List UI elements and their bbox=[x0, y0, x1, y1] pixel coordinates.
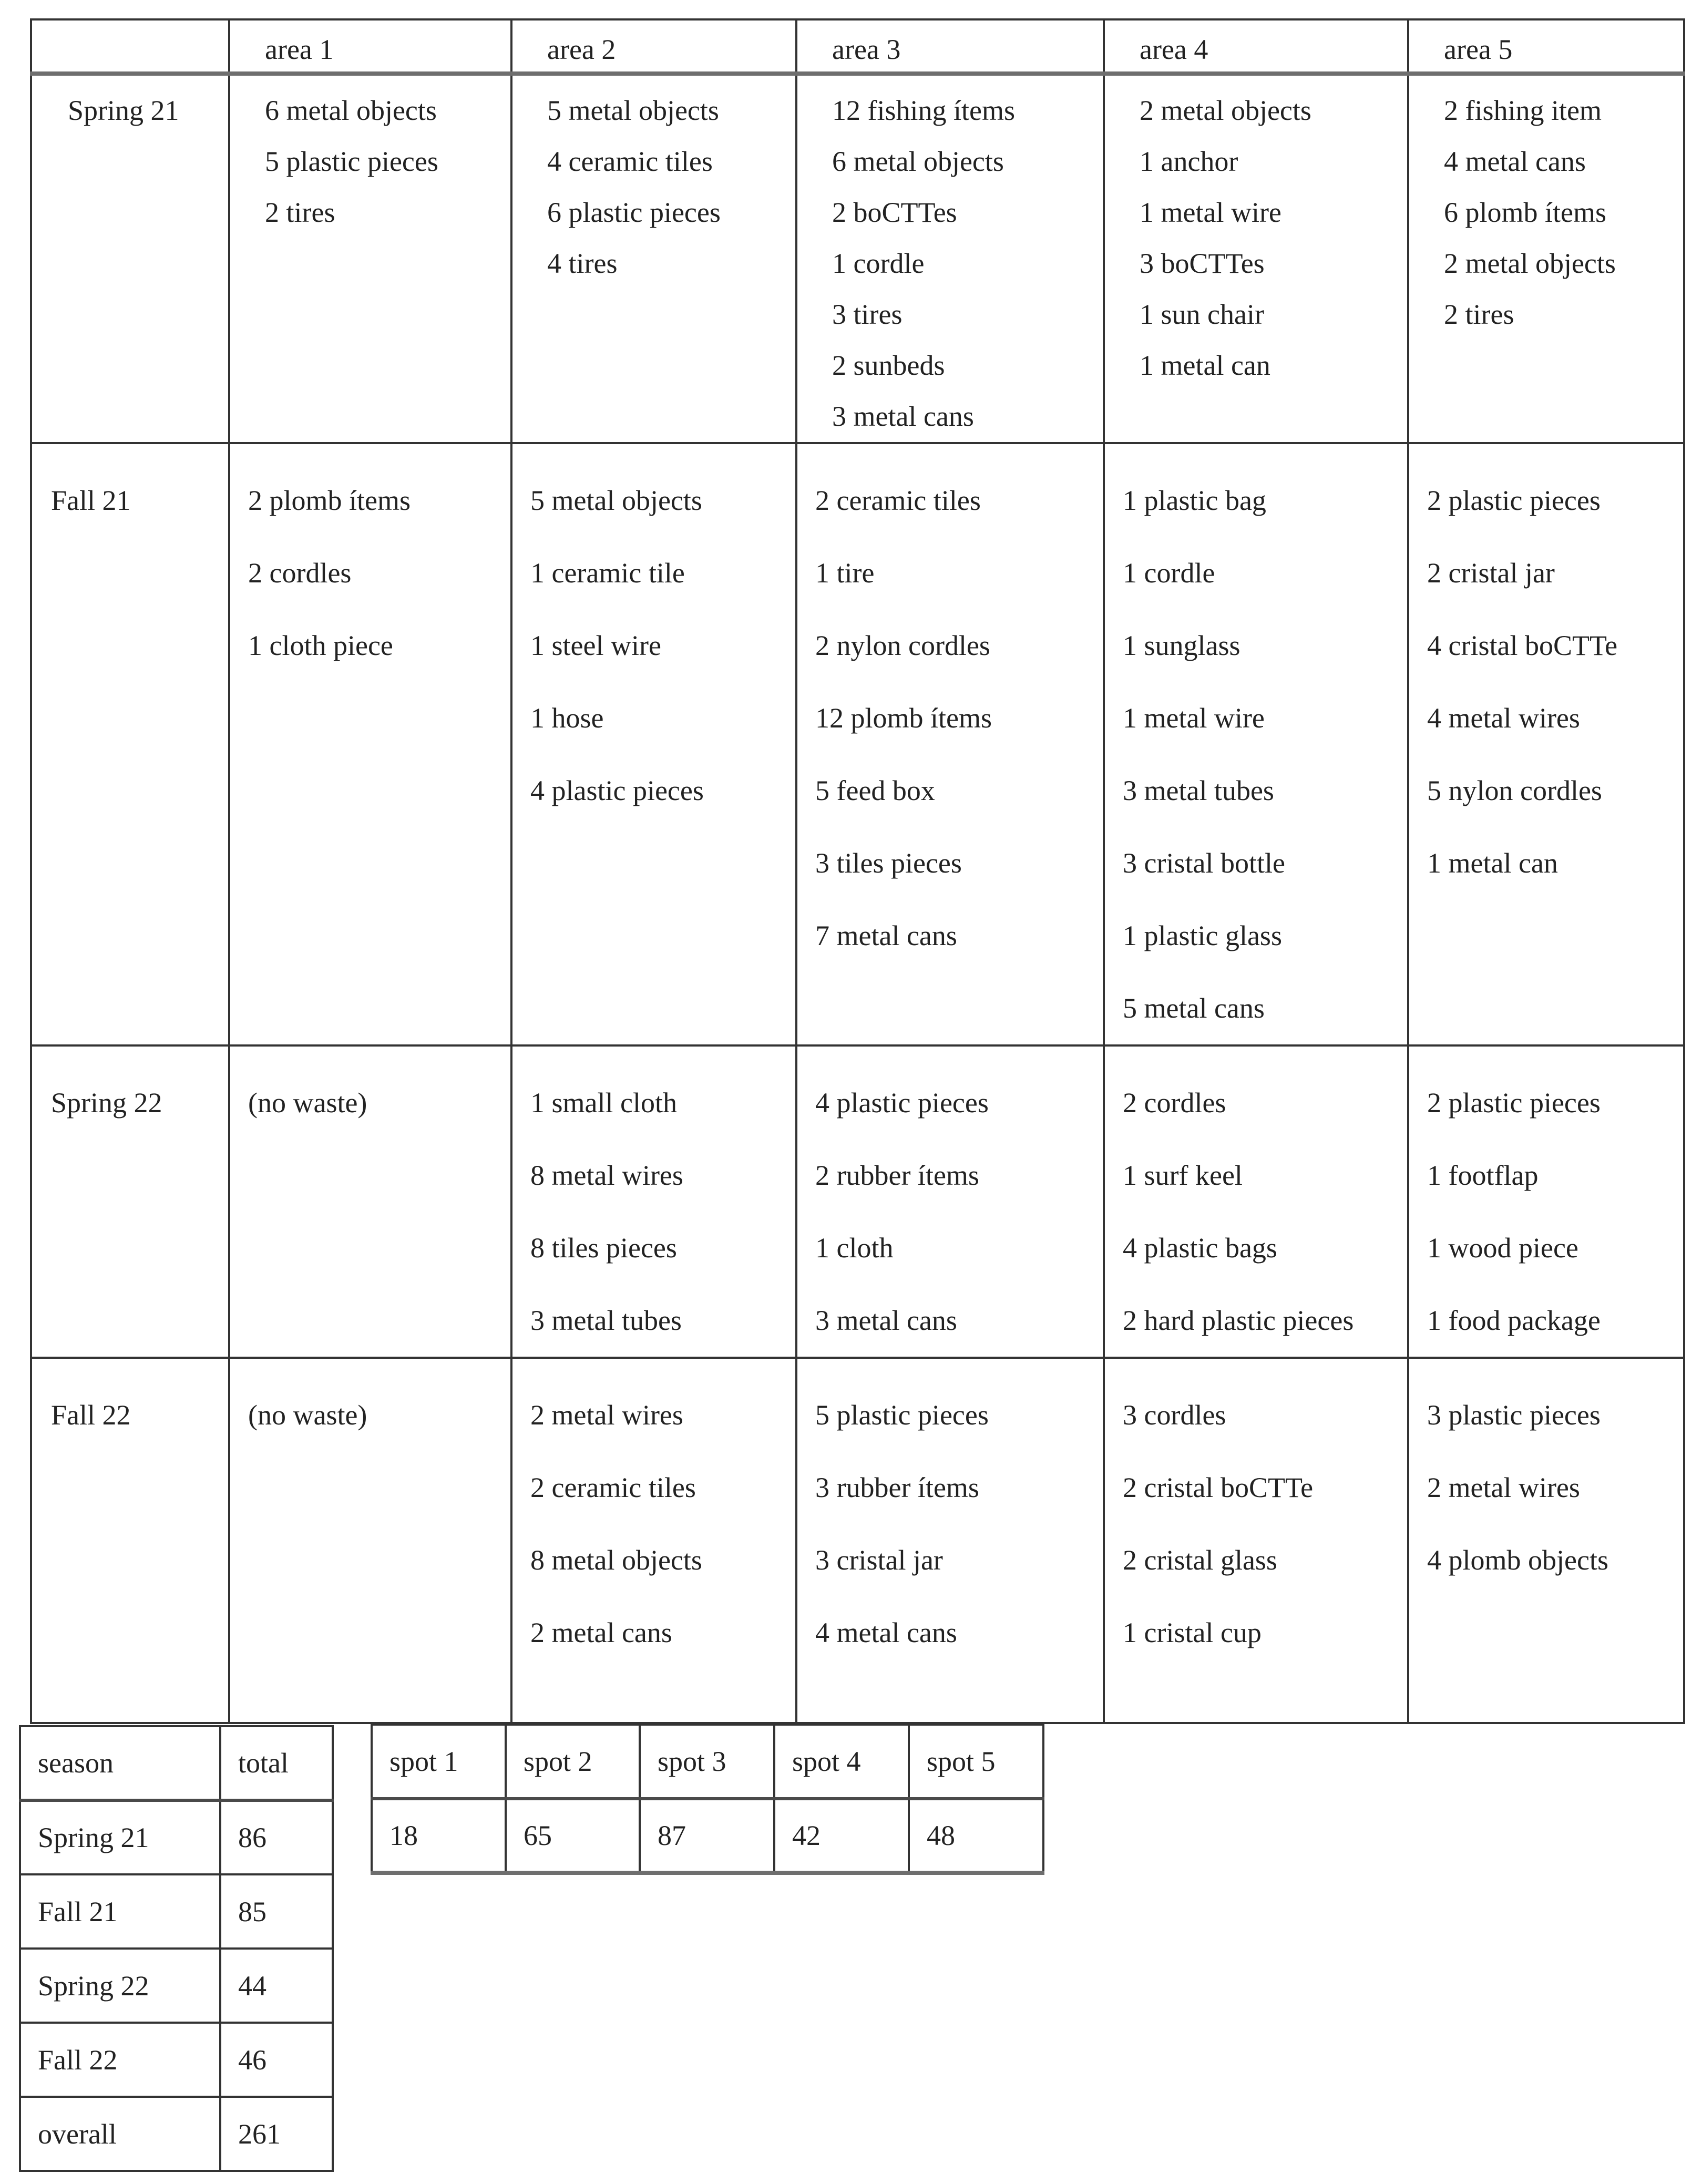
spot-totals-table bbox=[371, 1724, 1044, 1875]
column-header: season bbox=[20, 1726, 220, 1800]
spot-value: 42 bbox=[774, 1799, 909, 1873]
waste-item: (no waste) bbox=[248, 1087, 367, 1119]
waste-cell bbox=[796, 1358, 1104, 1723]
waste-by-area-table bbox=[30, 18, 1685, 1724]
corner-cell bbox=[31, 19, 229, 74]
waste-item: 1 tire bbox=[815, 557, 875, 589]
waste-item: 2 sunbeds bbox=[832, 350, 945, 381]
waste-item: 5 metal objects bbox=[530, 485, 702, 516]
waste-item: 3 tires bbox=[832, 299, 903, 330]
total-value: 86 bbox=[220, 1800, 333, 1874]
waste-cell bbox=[1408, 1045, 1684, 1358]
waste-item: 8 tiles pieces bbox=[530, 1232, 677, 1264]
waste-item: 1 metal wire bbox=[1123, 702, 1265, 734]
waste-item: 4 plomb objects bbox=[1427, 1544, 1608, 1576]
waste-item: 1 footflap bbox=[1427, 1160, 1539, 1191]
waste-cell bbox=[796, 443, 1104, 1045]
total-value: 261 bbox=[220, 2097, 333, 2171]
waste-item: 3 cristal bottle bbox=[1123, 847, 1285, 879]
area-header: area 2 bbox=[511, 19, 796, 74]
waste-item: 2 plastic pieces bbox=[1427, 485, 1601, 516]
waste-cell bbox=[511, 443, 796, 1045]
total-value: 85 bbox=[220, 1874, 333, 1949]
waste-item: 3 metal tubes bbox=[1123, 775, 1274, 806]
waste-item: 4 metal cans bbox=[1444, 146, 1586, 177]
waste-item: 4 tires bbox=[547, 248, 618, 279]
waste-item: 8 metal wires bbox=[530, 1160, 683, 1191]
waste-cell bbox=[1408, 74, 1684, 443]
table-row bbox=[20, 1949, 333, 2023]
waste-item: 1 ceramic tile bbox=[530, 557, 685, 589]
waste-item: 5 plastic pieces bbox=[265, 146, 438, 177]
waste-item: 4 cristal boCTTe bbox=[1427, 630, 1618, 661]
waste-item: 2 cristal glass bbox=[1123, 1544, 1277, 1576]
waste-item: 3 metal cans bbox=[815, 1305, 957, 1336]
waste-item: 2 tires bbox=[1444, 299, 1514, 330]
waste-item: 1 cordle bbox=[1123, 557, 1215, 589]
area-header: area 1 bbox=[229, 19, 511, 74]
waste-item: 1 steel wire bbox=[530, 630, 661, 661]
spot-value: 65 bbox=[506, 1799, 640, 1873]
waste-item: 1 food package bbox=[1427, 1305, 1601, 1336]
waste-item: 5 nylon cordles bbox=[1427, 775, 1602, 806]
column-header: spot 2 bbox=[506, 1725, 640, 1799]
waste-cell bbox=[229, 1045, 511, 1358]
column-header: spot 5 bbox=[909, 1725, 1043, 1799]
waste-item: 1 cristal cup bbox=[1123, 1617, 1262, 1648]
season-label: Spring 21 bbox=[31, 74, 229, 443]
table-row bbox=[20, 1800, 333, 1874]
spot-value: 18 bbox=[372, 1799, 506, 1873]
waste-item: 2 boCTTes bbox=[832, 197, 957, 228]
waste-item: 1 cloth bbox=[815, 1232, 894, 1264]
waste-cell bbox=[1104, 443, 1408, 1045]
waste-item: 3 cristal jar bbox=[815, 1544, 943, 1576]
total-value: 44 bbox=[220, 1949, 333, 2023]
season-label: Fall 22 bbox=[31, 1358, 229, 1723]
area-header: area 3 bbox=[796, 19, 1104, 74]
waste-item: 5 plastic pieces bbox=[815, 1399, 989, 1431]
waste-cell bbox=[1104, 1045, 1408, 1358]
waste-cell bbox=[229, 443, 511, 1045]
table-row bbox=[20, 1874, 333, 1949]
season-label: Fall 21 bbox=[20, 1874, 220, 1949]
waste-item: 1 sun chair bbox=[1140, 299, 1264, 330]
waste-item: 2 rubber ítems bbox=[815, 1160, 979, 1191]
total-value: 46 bbox=[220, 2023, 333, 2097]
waste-item: 1 sunglass bbox=[1123, 630, 1240, 661]
table-row bbox=[31, 443, 1684, 1045]
waste-item: 12 fishing ítems bbox=[832, 95, 1015, 126]
waste-cell bbox=[511, 1045, 796, 1358]
waste-item: 2 cristal jar bbox=[1427, 557, 1555, 589]
column-header: spot 4 bbox=[774, 1725, 909, 1799]
waste-item: 4 plastic pieces bbox=[815, 1087, 989, 1119]
season-totals-table bbox=[19, 1725, 334, 2172]
waste-cell bbox=[511, 1358, 796, 1723]
area-header: area 5 bbox=[1408, 19, 1684, 74]
waste-item: 2 plastic pieces bbox=[1427, 1087, 1601, 1119]
season-label: Fall 22 bbox=[20, 2023, 220, 2097]
waste-item: 2 tires bbox=[265, 197, 335, 228]
waste-item: 1 plastic bag bbox=[1123, 485, 1266, 516]
waste-item: 1 plastic glass bbox=[1123, 920, 1282, 951]
waste-item: 2 plomb ítems bbox=[248, 485, 411, 516]
waste-item: 2 nylon cordles bbox=[815, 630, 990, 661]
spot-value: 87 bbox=[640, 1799, 774, 1873]
waste-cell bbox=[1408, 443, 1684, 1045]
table-row bbox=[372, 1799, 1043, 1873]
waste-item: 3 plastic pieces bbox=[1427, 1399, 1601, 1431]
waste-item: 2 metal objects bbox=[1444, 248, 1616, 279]
waste-item: 4 ceramic tiles bbox=[547, 146, 713, 177]
season-label: Fall 21 bbox=[31, 443, 229, 1045]
waste-item: 1 small cloth bbox=[530, 1087, 677, 1119]
waste-cell bbox=[1104, 1358, 1408, 1723]
waste-item: 5 metal cans bbox=[1123, 992, 1265, 1024]
waste-item: 5 feed box bbox=[815, 775, 935, 806]
header-row bbox=[372, 1725, 1043, 1799]
waste-item: 2 cordles bbox=[248, 557, 352, 589]
season-label: Spring 21 bbox=[20, 1800, 220, 1874]
waste-cell bbox=[796, 74, 1104, 443]
waste-item: 4 plastic pieces bbox=[530, 775, 704, 806]
waste-item: 2 fishing item bbox=[1444, 95, 1602, 126]
waste-item: 3 tiles pieces bbox=[815, 847, 962, 879]
waste-item: 2 cristal boCTTe bbox=[1123, 1472, 1314, 1503]
season-label: overall bbox=[20, 2097, 220, 2171]
waste-item: 2 hard plastic pieces bbox=[1123, 1305, 1354, 1336]
table-row bbox=[31, 1358, 1684, 1723]
waste-item: 3 rubber ítems bbox=[815, 1472, 979, 1503]
waste-item: 2 metal cans bbox=[530, 1617, 672, 1648]
waste-item: 1 metal can bbox=[1427, 847, 1558, 879]
waste-cell bbox=[229, 74, 511, 443]
waste-item: 3 boCTTes bbox=[1140, 248, 1265, 279]
waste-item: 4 metal cans bbox=[815, 1617, 957, 1648]
waste-cell bbox=[511, 74, 796, 443]
waste-cell bbox=[1408, 1358, 1684, 1723]
spot-value: 48 bbox=[909, 1799, 1043, 1873]
column-header: total bbox=[220, 1726, 333, 1800]
waste-item: 2 cordles bbox=[1123, 1087, 1226, 1119]
waste-cell bbox=[1104, 74, 1408, 443]
waste-item: (no waste) bbox=[248, 1399, 367, 1431]
waste-item: 2 ceramic tiles bbox=[815, 485, 981, 516]
waste-item: 4 metal wires bbox=[1427, 702, 1580, 734]
waste-item: 2 metal wires bbox=[530, 1399, 683, 1431]
waste-cell bbox=[229, 1358, 511, 1723]
waste-item: 6 metal objects bbox=[265, 95, 437, 126]
table-row bbox=[31, 74, 1684, 443]
waste-item: 1 hose bbox=[530, 702, 604, 734]
table-row bbox=[31, 1045, 1684, 1358]
waste-item: 3 cordles bbox=[1123, 1399, 1226, 1431]
area-header: area 4 bbox=[1104, 19, 1408, 74]
waste-item: 2 metal wires bbox=[1427, 1472, 1580, 1503]
waste-item: 6 metal objects bbox=[832, 146, 1004, 177]
waste-item: 12 plomb ítems bbox=[815, 702, 992, 734]
column-header: spot 1 bbox=[372, 1725, 506, 1799]
waste-item: 1 metal wire bbox=[1140, 197, 1281, 228]
column-header: spot 3 bbox=[640, 1725, 774, 1799]
waste-item: 6 plomb ítems bbox=[1444, 197, 1606, 228]
waste-item: 8 metal objects bbox=[530, 1544, 702, 1576]
header-row bbox=[20, 1726, 333, 1800]
season-label: Spring 22 bbox=[20, 1949, 220, 2023]
waste-cell bbox=[796, 1045, 1104, 1358]
table-row bbox=[20, 2097, 333, 2171]
waste-item: 6 plastic pieces bbox=[547, 197, 721, 228]
waste-item: 2 ceramic tiles bbox=[530, 1472, 696, 1503]
waste-item: 7 metal cans bbox=[815, 920, 957, 951]
table-row bbox=[20, 2023, 333, 2097]
waste-item: 1 metal can bbox=[1140, 350, 1270, 381]
waste-item: 2 metal objects bbox=[1140, 95, 1311, 126]
waste-item: 1 cloth piece bbox=[248, 630, 393, 661]
waste-item: 1 wood piece bbox=[1427, 1232, 1578, 1264]
waste-item: 4 plastic bags bbox=[1123, 1232, 1277, 1264]
waste-item: 5 metal objects bbox=[547, 95, 719, 126]
header-row bbox=[31, 19, 1684, 74]
waste-item: 1 surf keel bbox=[1123, 1160, 1243, 1191]
waste-item: 3 metal cans bbox=[832, 401, 974, 432]
waste-item: 3 metal tubes bbox=[530, 1305, 682, 1336]
season-label: Spring 22 bbox=[31, 1045, 229, 1358]
waste-item: 1 anchor bbox=[1140, 146, 1238, 177]
waste-item: 1 cordle bbox=[832, 248, 925, 279]
